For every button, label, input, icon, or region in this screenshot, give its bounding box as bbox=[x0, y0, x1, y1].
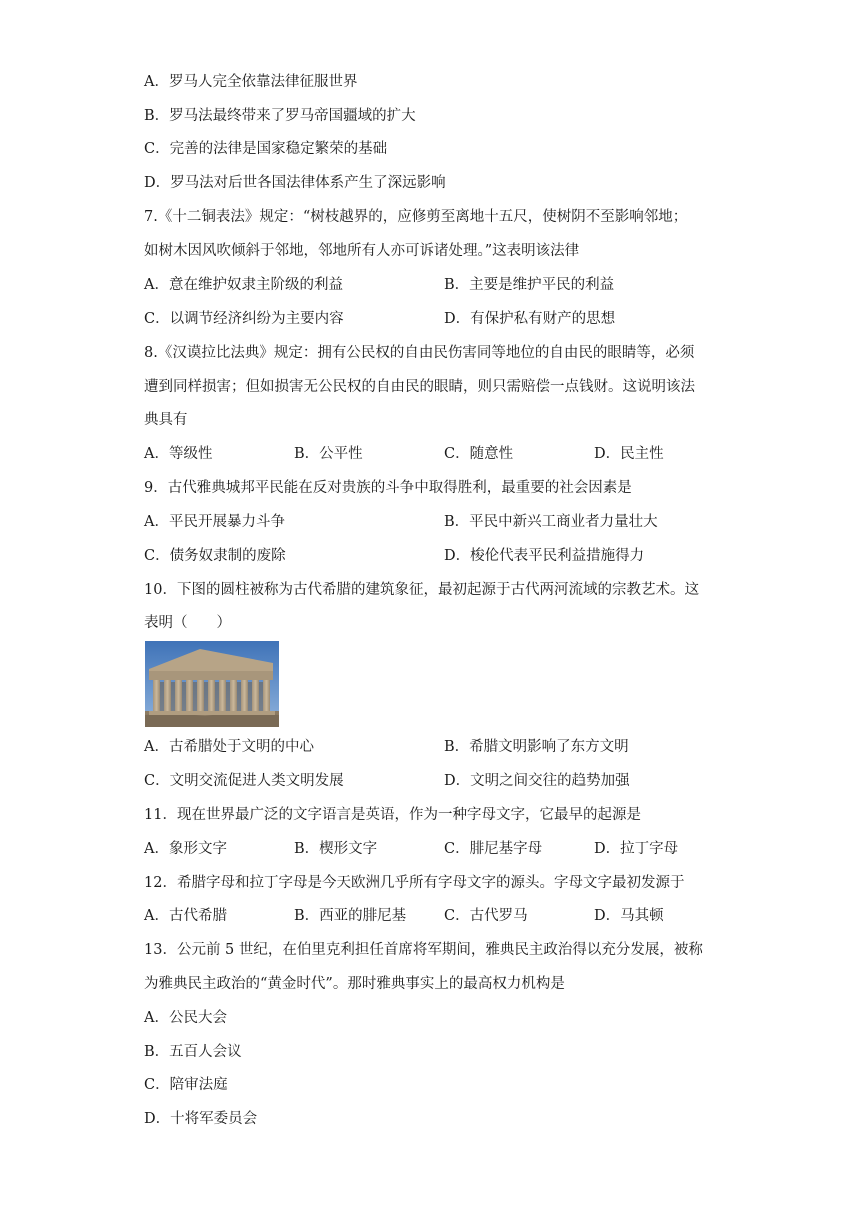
q10-option-d: D．文明之间交往的趋势加强 bbox=[444, 773, 630, 789]
q8-option-d: D．民主性 bbox=[594, 446, 664, 462]
q12-stem-line1: 12．希腊字母和拉丁字母是今天欧洲几乎所有字母文字的源头。字母文字最初发源于 bbox=[144, 875, 685, 891]
q7-stem-line1: 7.《十二铜表法》规定：“树枝越界的，应修剪至离地十五尺，使树阴不至影响邻地； bbox=[144, 209, 688, 225]
q8-option-b: B．公平性 bbox=[294, 446, 363, 462]
q8-option-c: C．随意性 bbox=[444, 446, 514, 462]
q13-option-a: A．公民大会 bbox=[144, 1010, 227, 1026]
q9-option-d: D．梭伦代表平民利益措施得力 bbox=[444, 548, 645, 564]
q9-option-c: C．债务奴隶制的废除 bbox=[144, 548, 286, 564]
q9-option-a: A．平民开展暴力斗争 bbox=[144, 514, 285, 530]
q9-stem-line1: 9．古代雅典城邦平民能在反对贵族的斗争中取得胜利，最重要的社会因素是 bbox=[144, 480, 632, 496]
q8-stem-line2: 遭到同样损害；但如损害无公民权的自由民的眼睛，则只需赔偿一点钱财。这说明该法 bbox=[144, 379, 695, 395]
q7-option-a: A．意在维护奴隶主阶级的利益 bbox=[144, 277, 343, 293]
q13-option-b: B．五百人会议 bbox=[144, 1044, 242, 1060]
q8-stem-line1: 8.《汉谟拉比法典》规定：拥有公民权的自由民伤害同等地位的自由民的眼睛等，必须 bbox=[144, 345, 695, 361]
q10-stem-line1: 10．下图的圆柱被称为古代希腊的建筑象征，最初起源于古代两河流域的宗教艺术。这 bbox=[144, 582, 699, 598]
q6-option-d: D．罗马法对后世各国法律体系产生了深远影响 bbox=[144, 175, 446, 191]
q12-option-d: D．马其顿 bbox=[594, 908, 664, 924]
q6-option-b: B．罗马法最终带来了罗马帝国疆域的扩大 bbox=[144, 108, 416, 124]
q11-option-b: B．楔形文字 bbox=[294, 841, 378, 857]
q10-option-b: B．希腊文明影响了东方文明 bbox=[444, 739, 629, 755]
q7-option-b: B．主要是维护平民的利益 bbox=[444, 277, 615, 293]
parthenon-photo bbox=[145, 641, 279, 727]
q7-stem-line2: 如树木因风吹倾斜于邻地，邻地所有人亦可诉诸处理。”这表明该法律 bbox=[144, 243, 580, 259]
q13-option-d: D．十将军委员会 bbox=[144, 1111, 258, 1127]
q11-option-a: A．象形文字 bbox=[144, 841, 227, 857]
q11-stem-line1: 11．现在世界最广泛的文字语言是英语，作为一种字母文字，它最早的起源是 bbox=[144, 807, 641, 823]
q10-stem-line2: 表明（ ） bbox=[144, 615, 231, 631]
q6-option-c: C．完善的法律是国家稳定繁荣的基础 bbox=[144, 141, 388, 157]
q8-option-a: A．等级性 bbox=[144, 446, 213, 462]
q13-stem-line2: 为雅典民主政治的“黄金时代”。那时雅典事实上的最高权力机构是 bbox=[144, 976, 565, 992]
q11-option-d: D．拉丁字母 bbox=[594, 841, 679, 857]
q10-option-c: C．文明交流促进人类文明发展 bbox=[144, 773, 344, 789]
q11-option-c: C．腓尼基字母 bbox=[444, 841, 543, 857]
q12-option-b: B．西亚的腓尼基 bbox=[294, 908, 407, 924]
q7-option-c: C．以调节经济纠纷为主要内容 bbox=[144, 311, 344, 327]
q9-option-b: B．平民中新兴工商业者力量壮大 bbox=[444, 514, 658, 530]
q10-option-a: A．古希腊处于文明的中心 bbox=[144, 739, 314, 755]
q8-stem-line3: 典具有 bbox=[144, 412, 188, 428]
q13-option-c: C．陪审法庭 bbox=[144, 1077, 228, 1093]
q13-stem-line1: 13．公元前 5 世纪，在伯里克利担任首席将军期间，雅典民主政治得以充分发展，被称 bbox=[144, 942, 703, 958]
q6-option-a: A．罗马人完全依靠法律征服世界 bbox=[144, 74, 358, 90]
q7-option-d: D．有保护私有财产的思想 bbox=[444, 311, 616, 327]
q12-option-c: C．古代罗马 bbox=[444, 908, 528, 924]
q12-option-a: A．古代希腊 bbox=[144, 908, 227, 924]
